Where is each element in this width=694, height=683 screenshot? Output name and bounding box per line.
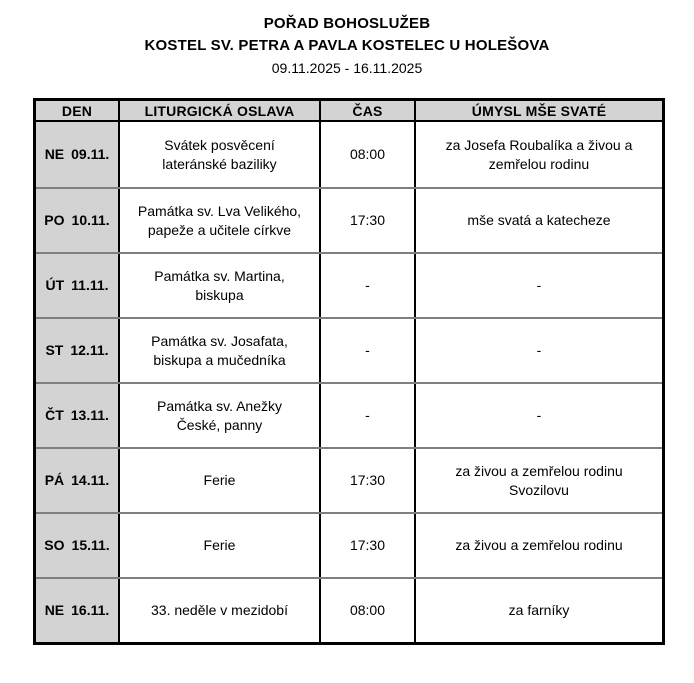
table-row — [36, 317, 662, 382]
day-date: 13.11. — [70, 407, 109, 424]
table-row — [36, 512, 662, 577]
day-cell — [36, 122, 120, 187]
document-title: POŘAD BOHOSLUŽEB — [263, 15, 431, 32]
schedule-table — [33, 98, 665, 645]
day-cell — [36, 189, 120, 252]
table-header-row — [36, 101, 662, 122]
time-cell: - — [321, 319, 416, 382]
table-row — [36, 187, 662, 252]
day-cell — [36, 254, 120, 317]
table-row — [36, 252, 662, 317]
intention-cell: za živou a zemřelou rodinu Svozilovu — [455, 462, 623, 498]
day-date: 12.11. — [70, 342, 109, 359]
document-header — [0, 13, 694, 79]
day-cell — [36, 384, 120, 447]
time-cell: - — [321, 254, 416, 317]
time-cell: 08:00 — [321, 122, 416, 187]
celebration-cell: Svátek posvěcení lateránské baziliky — [120, 122, 321, 187]
intention-cell: - — [536, 407, 542, 424]
date-range: 09.11.2025 - 16.11.2025 — [271, 60, 423, 76]
day-abbr: ST — [45, 342, 64, 359]
day-cell — [36, 514, 120, 577]
time-cell: - — [321, 384, 416, 447]
day-cell — [36, 319, 120, 382]
celebration-cell: Ferie — [120, 514, 321, 577]
celebration-cell: Památka sv. Josafata, biskupa a mučedníka — [120, 319, 321, 382]
day-date: 16.11. — [71, 602, 110, 619]
day-date: 14.11. — [71, 472, 110, 489]
table-row — [36, 447, 662, 512]
day-abbr: PO — [44, 212, 65, 229]
intention-cell: za farníky — [508, 602, 570, 619]
day-abbr: PÁ — [44, 472, 65, 489]
column-header-celebration: LITURGICKÁ OSLAVA — [120, 101, 321, 120]
day-date: 11.11. — [71, 277, 109, 294]
celebration-cell: Památka sv. Lva Velikého, papeže a učitele církve — [120, 189, 321, 252]
column-header-day: DEN — [36, 101, 120, 120]
day-cell — [36, 579, 120, 642]
intention-cell: - — [536, 277, 542, 294]
time-cell: 08:00 — [321, 579, 416, 642]
celebration-cell: Památka sv. Anežky České, panny — [120, 384, 321, 447]
day-date: 10.11. — [71, 212, 110, 229]
intention-cell: za Josefa Roubalíka a živou a zemřelou rodinu — [445, 136, 633, 172]
day-abbr: SO — [44, 537, 65, 554]
celebration-cell: Památka sv. Martina, biskupa — [120, 254, 321, 317]
day-abbr: NE — [44, 602, 65, 619]
time-cell: 17:30 — [321, 189, 416, 252]
column-header-time: ČAS — [321, 101, 416, 120]
table-row — [36, 122, 662, 187]
intention-cell: mše svatá a katecheze — [467, 212, 611, 229]
day-date: 09.11. — [71, 146, 110, 163]
time-cell: 17:30 — [321, 514, 416, 577]
celebration-cell: Ferie — [120, 449, 321, 512]
day-date: 15.11. — [71, 537, 110, 554]
celebration-cell: 33. neděle v mezidobí — [120, 579, 321, 642]
intention-cell: za živou a zemřelou rodinu — [455, 537, 623, 554]
schedule-table-body — [36, 122, 662, 642]
day-abbr: ÚT — [45, 277, 65, 294]
intention-cell: - — [536, 342, 542, 359]
day-cell — [36, 449, 120, 512]
church-name: KOSTEL SV. PETRA A PAVLA KOSTELEC U HOLEŠOVA — [144, 37, 550, 54]
table-row — [36, 577, 662, 642]
day-abbr: ČT — [45, 407, 64, 424]
table-row — [36, 382, 662, 447]
time-cell: 17:30 — [321, 449, 416, 512]
column-header-intention: ÚMYSL MŠE SVATÉ — [471, 102, 607, 119]
day-abbr: NE — [44, 146, 65, 163]
